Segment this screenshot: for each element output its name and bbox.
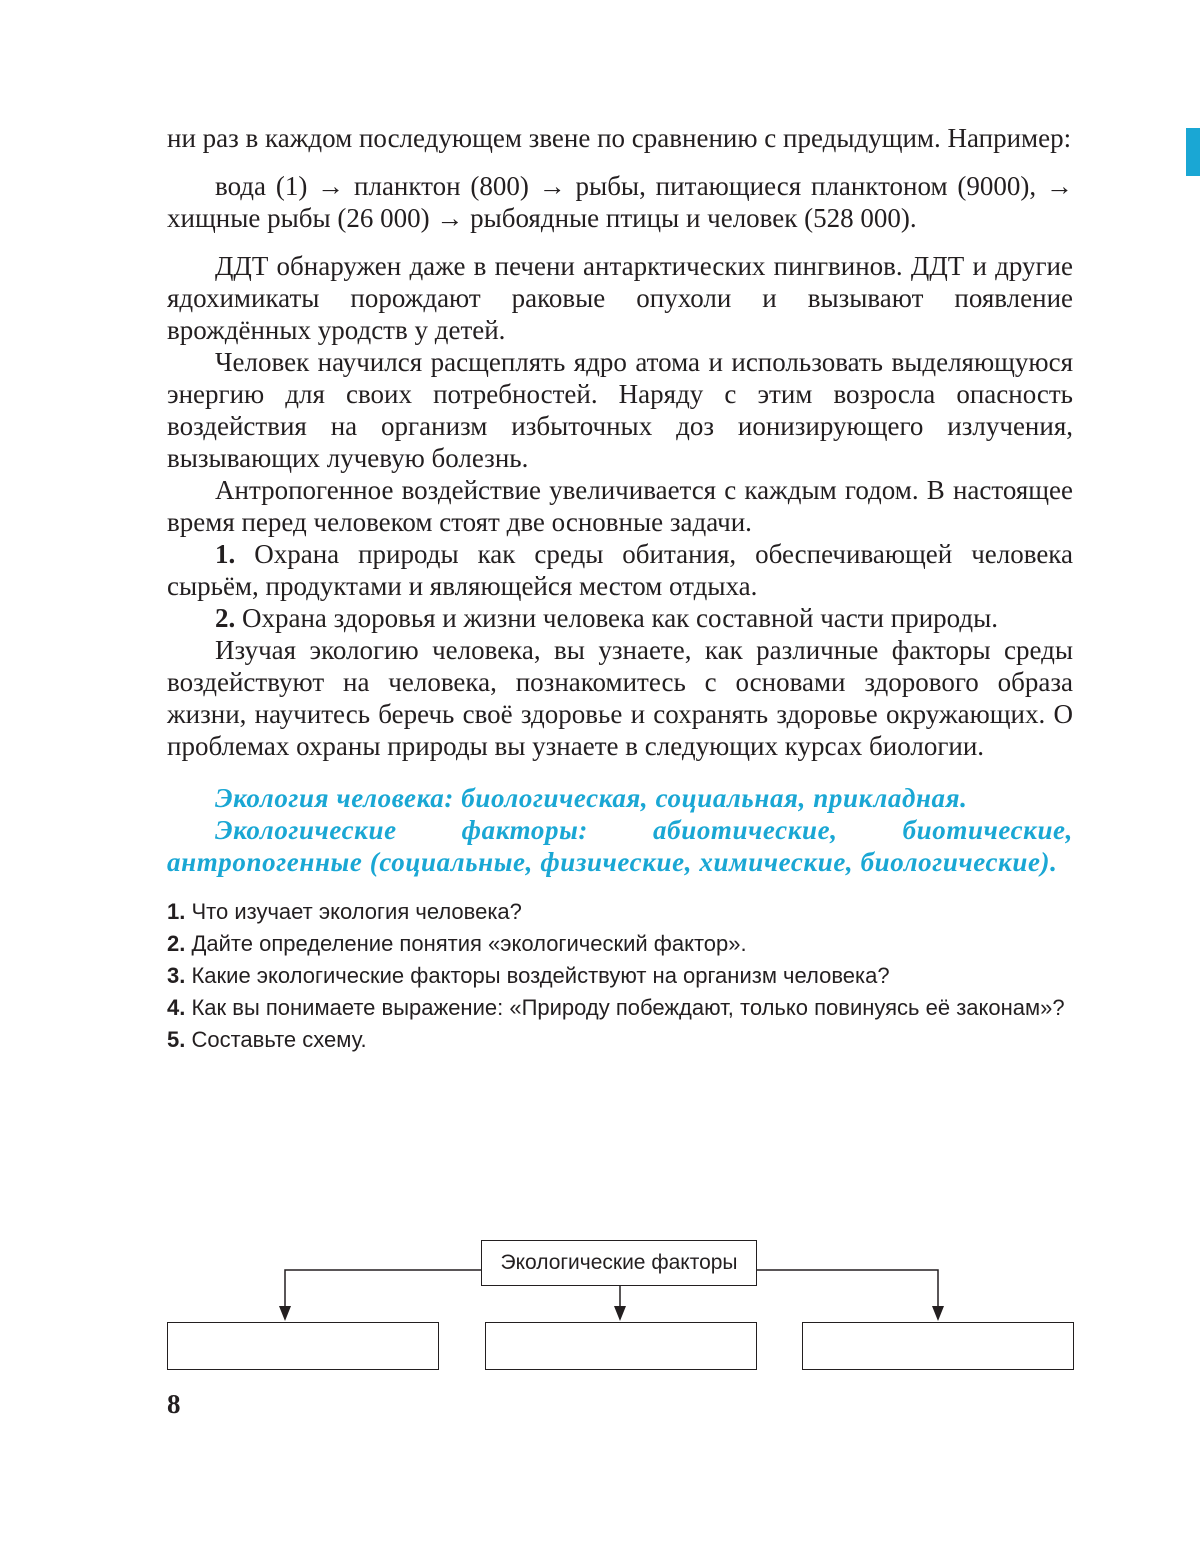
scheme-blank-box-2[interactable] [485, 1322, 757, 1370]
task-2-text: Охрана здоровья и жизни человека как составной части природы. [242, 603, 998, 633]
task-1-text: Охрана природы как среды обитания, обеспечивающей человека сырьём, продуктами и являющейся местом отдыха. [167, 539, 1073, 601]
key-term-human-ecology: Экология человека: биологическая, социальная, прикладная. [215, 783, 968, 813]
arrowhead-left [279, 1306, 291, 1321]
question-4-number: 4. [167, 995, 186, 1020]
key-term-ecological-factors: Экологические факторы: абиотические, биотические, антропогенные (социальные, физические, химические, биологические). [167, 815, 1073, 877]
question-2 [167, 928, 1073, 960]
question-3-number: 3. [167, 963, 186, 988]
question-3 [167, 960, 1073, 992]
scheme-blank-box-3[interactable] [802, 1322, 1074, 1370]
task-2 [167, 602, 1073, 634]
task-2-number: 2. [215, 603, 236, 633]
arrowhead-middle [614, 1306, 626, 1321]
paragraph-ddt: ДДТ обнаружен даже в печени антарктических пингвинов. ДДТ и другие ядохимикаты порождают раковые опухоли и вызывают появление врождённых уродств у детей. [167, 251, 1073, 345]
task-1-number: 1. [215, 539, 236, 569]
question-1-text: Что изучает экология человека? [191, 899, 522, 924]
paragraph-food-chain-example: вода (1) → планктон (800) → рыбы, питающиеся планктоном (9000), → хищные рыбы (26 000) → рыбоядные птицы и человек (528 000). [167, 171, 1073, 233]
paragraph-continuation: ни раз в каждом последующем звене по сравнению с предыдущим. Например: [167, 123, 1072, 153]
connector-right [757, 1270, 938, 1308]
task-1 [167, 538, 1073, 602]
question-5 [167, 1024, 1073, 1056]
main-text-column [167, 122, 1073, 1056]
scheme-blank-box-1[interactable] [167, 1322, 439, 1370]
question-5-number: 5. [167, 1027, 186, 1052]
question-4-text: Как вы понимаете выражение: «Природу побеждают, только повинуясь её законам»? [191, 995, 1065, 1020]
connector-left [285, 1270, 481, 1308]
question-4 [167, 992, 1073, 1024]
paragraph-conclusion: Изучая экологию человека, вы узнаете, как различные факторы среды воздействуют на человека, познакомитесь с основами здорового образа жизни, научитесь беречь своё здоровье и сохранять здоровье окружающих. О проблемах охраны природы вы узнаете в следующих курсах биологии. [167, 635, 1073, 761]
question-3-text: Какие экологические факторы воздействуют на организм человека? [191, 963, 890, 988]
question-1-number: 1. [167, 899, 186, 924]
scheme-root-box: Экологические факторы [481, 1240, 757, 1286]
question-2-number: 2. [167, 931, 186, 956]
paragraph-atom: Человек научился расщеплять ядро атома и использовать выделяющуюся энергию для своих потребностей. Наряду с этим возросла опасность воздействия на организм избыточных доз ионизирующего излучения, вызывающих лучевую болезнь. [167, 347, 1073, 473]
question-2-text: Дайте определение понятия «экологический фактор». [191, 931, 747, 956]
page-number: 8 [167, 1389, 181, 1419]
arrowhead-right [932, 1306, 944, 1321]
paragraph-anthropogenic: Антропогенное воздействие увеличивается с каждым годом. В настоящее время перед человеком стоят две основные задачи. [167, 475, 1073, 537]
question-1 [167, 896, 1073, 928]
question-5-text: Составьте схему. [191, 1027, 367, 1052]
chapter-edge-tab [1186, 128, 1200, 176]
